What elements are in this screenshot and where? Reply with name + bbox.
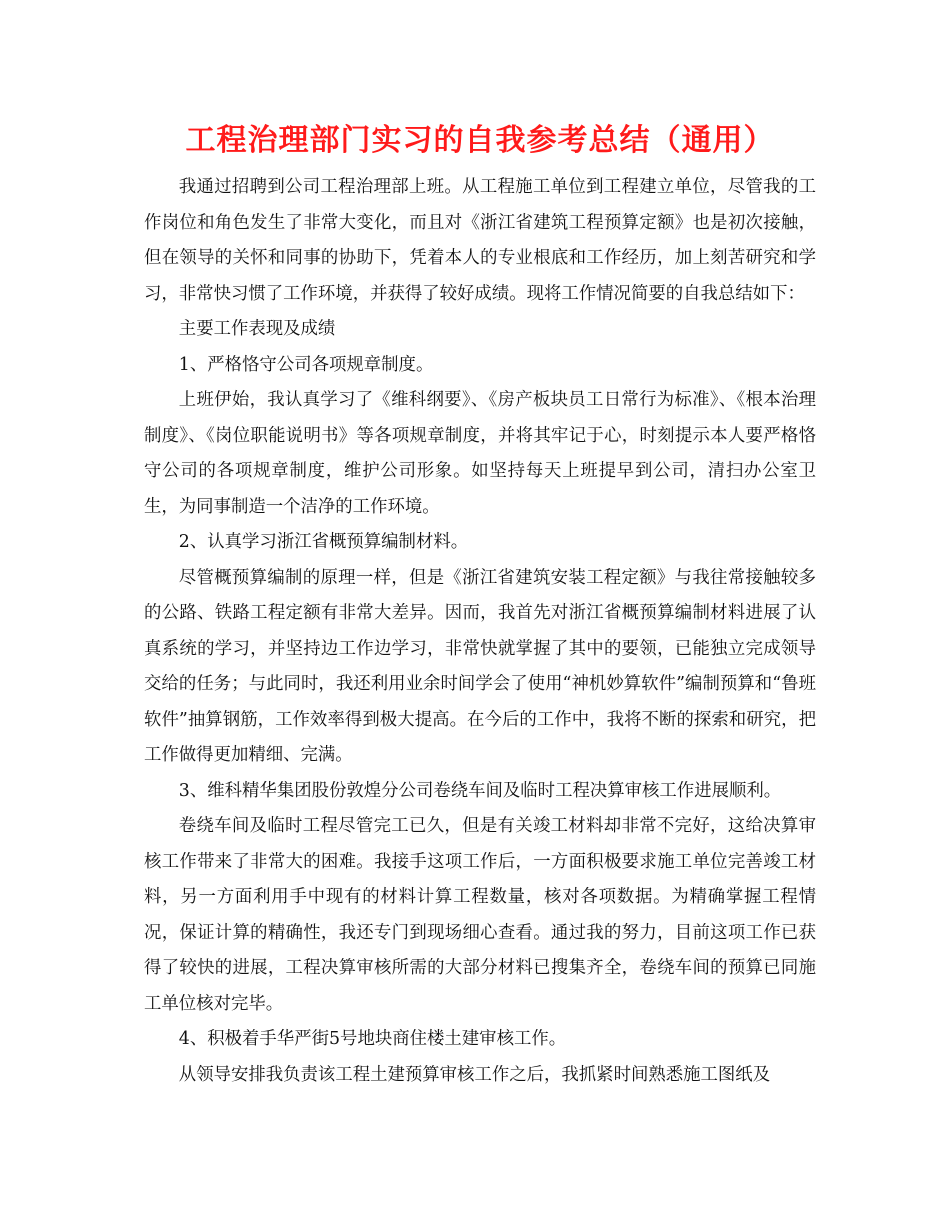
paragraph-intro: 我通过招聘到公司工程治理部上班。从工程施工单位到工程建立单位，尽管我的工作岗位和角色发生了非常大变化，而且对《浙江省建筑工程预算定额》也是初次接触，但在领导的关怀和同事的协助下，凭着本人的专业根底和工作经历，加上刻苦研究和学习，非常快习惯了工作环境，并获得了较好成绩。现将工作情况简要的自我总结如下： [144,177,816,304]
item-heading-3: 3、维科精华集团股份敦煌分公司卷绕车间及临时工程决算审核工作进展顺利。 [178,780,782,801]
paragraph-item-1: 上班伊始，我认真学习了《维科纲要》、《房产板块员工日常行为标准》、《根本治理制度》、《岗位职能说明书》等各项规章制度，并将其牢记于心，时刻提示本人要严格恪守公司的各项规章制度，维护公司形象。如坚持每天上班提早到公司，清扫办公室卫生，为同事制造一个洁净的工作环境。 [144,390,816,517]
item-heading-4: 4、积极着手华严街5号地块商住楼土建审核工作。 [178,1029,567,1049]
document-title: 工程治理部门实习的自我参考总结（通用） [185,123,775,158]
item-heading-1: 1、严格恪守公司各项规章制度。 [178,354,434,375]
section-heading: 主要工作表现及成绩 [178,319,336,339]
document-body [144,170,816,1093]
paragraph-item-3: 卷绕车间及临时工程尽管完工已久，但是有关竣工材料却非常不完好，这给决算审核工作带来了非常大的困难。我接手这项工作后，一方面积极要求施工单位完善竣工材料，另一方面利用手中现有的材料计算工程数量，核对各项数据。为精确掌握工程情况，保证计算的精确性，我还专门到现场细心查看。通过我的努力，目前这项工作已获得了较快的进展，工程决算审核所需的大部分材料已搜集齐全，卷绕车间的预算已同施工单位核对完毕。 [144,816,816,1014]
paragraph-item-4: 从领导安排我负责该工程土建预算审核工作之后，我抓紧时间熟悉施工图纸及 [178,1064,771,1085]
item-heading-2: 2、认真学习浙江省概预算编制材料。 [178,532,469,552]
paragraph-item-2: 尽管概预算编制的原理一样，但是《浙江省建筑安装工程定额》与我往常接触较多的公路、铁路工程定额有非常大差异。因而，我首先对浙江省概预算编制材料进展了认真系统的学习，并坚持边工作边学习，非常快就掌握了其中的要领，已能独立完成领导交给的任务；与此同时，我还利用业余时间学会了使用“神机妙算软件”编制预算和“鲁班软件”抽算钢筋，工作效率得到极大提高。在今后的工作中，我将不断的探索和研究，把工作做得更加精细、完满。 [144,567,816,765]
